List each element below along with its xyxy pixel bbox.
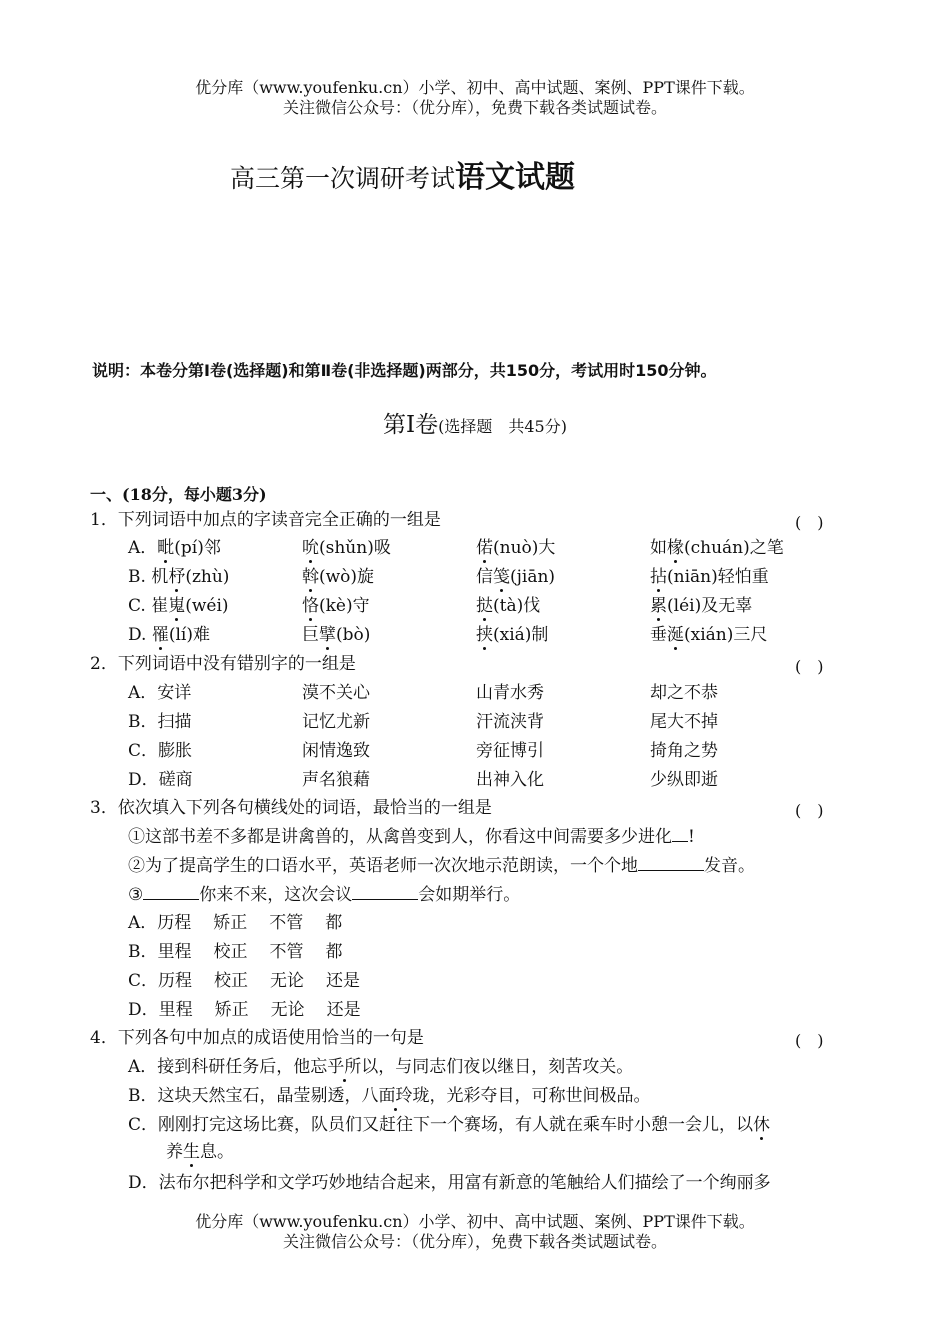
q1-answer-paren: ( ) (795, 513, 824, 532)
q2-c-4: 掎角之势 (650, 741, 718, 761)
q4-option-d: D．法布尔把科学和文学巧妙地结合起来，用富有新意的笔触给人们描绘了一个绚丽多 (128, 1173, 771, 1193)
q3-stem: 3．依次填入下列各句横线处的词语，最恰当的一组是 (90, 798, 492, 818)
q2-d-2: 声名狼藉 (302, 770, 370, 790)
q3-sentence-2: ②为了提高学生的口语水平，英语老师一次次地示范朗读，一个个地 发音。 (128, 856, 755, 876)
q1-a-3: 偌(nuò)大 (476, 538, 556, 558)
q2-c-3: 旁征博引 (476, 741, 544, 761)
page-title (230, 152, 575, 196)
q2-d-3: 出神入化 (476, 770, 544, 790)
q3-option-c: C．历程 校正 无论 还是 (128, 971, 361, 991)
q2-d-1: D．磋商 (128, 770, 193, 790)
q3-option-a: A．历程 矫正 不管 都 (128, 913, 343, 933)
q4-option-c: C．刚刚打完这场比赛，队员们又赶往下一个赛场，有人就在乘车时小憩一会儿，以休 (128, 1115, 771, 1135)
q1-c-2: 恪(kè)守 (302, 596, 370, 616)
q3-answer-paren: ( ) (795, 801, 824, 820)
q3-blank-4 (352, 884, 418, 900)
q1-a-2: 吮(shǔn)吸 (302, 538, 391, 558)
q1-d-3: 挟(xiá)制 (476, 625, 549, 645)
q3-blank-1 (672, 826, 688, 842)
q2-b-4: 尾大不掉 (650, 712, 718, 732)
q2-stem: 2．下列词语中没有错别字的一组是 (90, 654, 356, 674)
q2-b-2: 记忆尤新 (302, 712, 370, 732)
q3-sentence-1: ①这部书差不多都是讲禽兽的，从禽兽变到人，你看这中间需要多少进化 ! (128, 827, 695, 847)
q2-a-3: 山青水秀 (476, 683, 544, 703)
q1-d-1: D. 罹(lí)难 (128, 625, 210, 645)
q4-stem: 4．下列各句中加点的成语使用恰当的一句是 (90, 1028, 424, 1048)
q3-option-b: B．里程 校正 不管 都 (128, 942, 343, 962)
q1-b-2: 斡(wò)旋 (302, 567, 375, 587)
q1-d-4: 垂涎(xián)三尺 (650, 625, 768, 645)
q2-a-1: A．安详 (128, 683, 192, 703)
q2-d-4: 少纵即逝 (650, 770, 718, 790)
q4-option-a: A．接到科研任务后，他忘乎所以，与同志们夜以继日，刻苦攻关。 (128, 1057, 634, 1077)
q2-b-3: 汗流浃背 (476, 712, 544, 732)
q2-c-1: C．膨胀 (128, 741, 193, 761)
q2-a-2: 漠不关心 (302, 683, 370, 703)
q1-a-4: 如椽(chuán)之笔 (650, 538, 784, 558)
q1-c-4: 累(léi)及无辜 (650, 596, 753, 616)
q2-a-4: 却之不恭 (650, 683, 718, 703)
q3-blank-2 (638, 855, 704, 871)
title-main: 语文试题 (455, 160, 576, 195)
q4-option-b: B．这块天然宝石，晶莹剔透，八面玲珑，光彩夺目，可称世间极品。 (128, 1086, 651, 1106)
q2-c-2: 闲情逸致 (302, 741, 370, 761)
header-line-2: 关注微信公众号：（优分库），免费下载各类试题试卷。 (282, 98, 667, 117)
footer-line-1: 优分库（www.youfenku.cn）小学、初中、高中试题、案例、PPT课件下载。 (195, 1212, 755, 1231)
q2-answer-paren: ( ) (795, 657, 824, 676)
q1-b-1: B. 机杼(zhù) (128, 567, 230, 587)
part-1-heading (0, 406, 950, 439)
q1-b-4: 拈(niān)轻怕重 (650, 567, 769, 587)
q1-d-2: 巨擘(bò) (302, 625, 371, 645)
q3-sentence-3: ③ 你来不来，这次会议 会如期举行。 (128, 885, 521, 905)
q4-option-c-cont: 养生息。 (166, 1142, 234, 1162)
q4-answer-paren: ( ) (795, 1031, 824, 1050)
q1-c-3: 挞(tà)伐 (476, 596, 541, 616)
part-1-label: 第Ⅰ卷 (383, 412, 439, 438)
q2-b-1: B．扫描 (128, 712, 192, 732)
q1-b-3: 信笺(jiān) (476, 567, 556, 587)
q1-stem: 1．下列词语中加点的字读音完全正确的一组是 (90, 510, 441, 530)
section-1-heading: 一、(18分，每小题3分) (90, 485, 267, 504)
header-line-1: 优分库（www.youfenku.cn）小学、初中、高中试题、案例、PPT课件下载。 (195, 78, 755, 97)
part-1-detail: (选择题 共45分) (438, 417, 567, 436)
q1-c-1: C. 崔嵬(wéi) (128, 596, 229, 616)
q1-a-1: A．毗(pí)邻 (128, 538, 221, 558)
exam-note: 说明：本卷分第Ⅰ卷(选择题)和第Ⅱ卷(非选择题)两部分，共150分，考试用时150分钟。 (92, 361, 717, 380)
q3-option-d: D．里程 矫正 无论 还是 (128, 1000, 361, 1020)
footer-line-2: 关注微信公众号：（优分库），免费下载各类试题试卷。 (282, 1232, 667, 1251)
q3-blank-3 (143, 884, 199, 900)
title-prefix: 高三第一次调研考试 (230, 164, 456, 193)
